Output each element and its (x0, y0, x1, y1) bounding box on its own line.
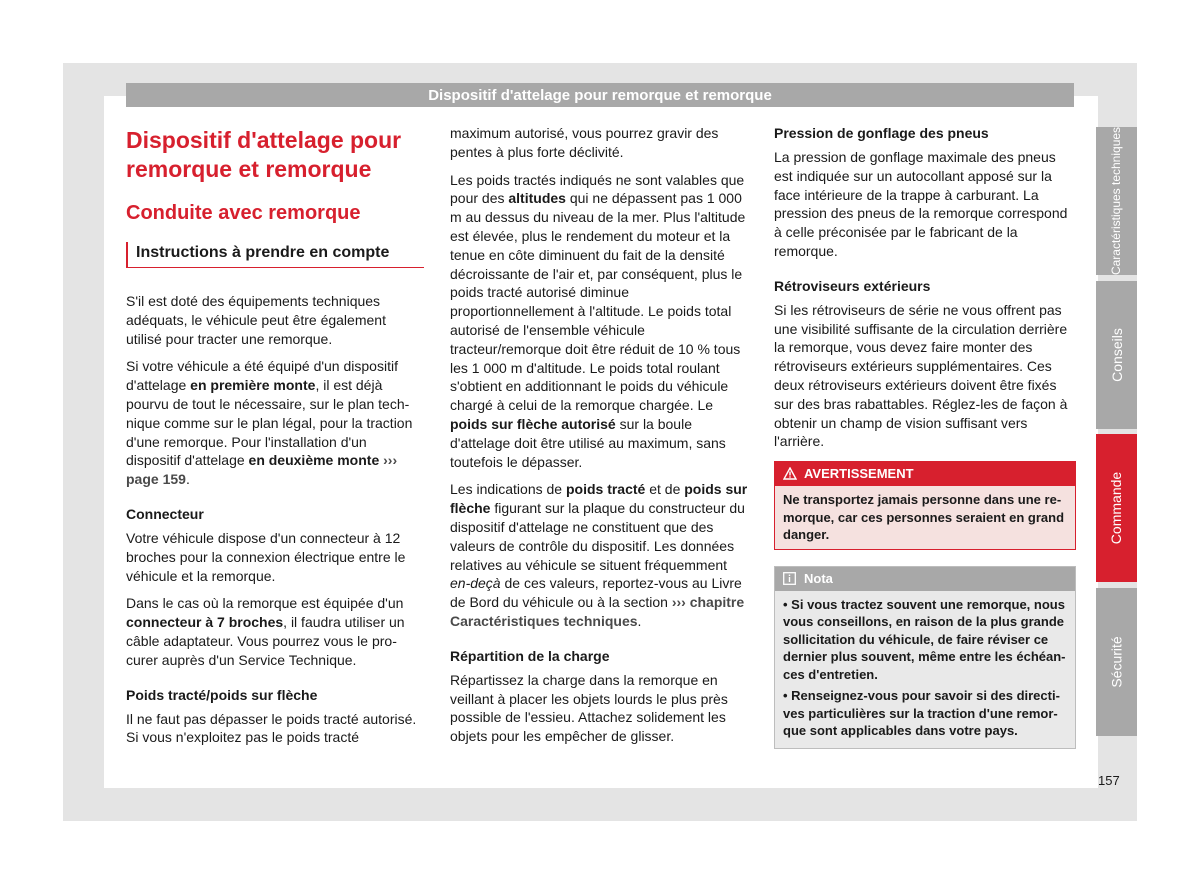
warning-header: AVERTISSEMENT (775, 462, 1075, 486)
subsection-heading: Instructions à prendre en compte (126, 242, 424, 268)
chapter-title: Dispositif d'attelage pour remorque et remorque (126, 127, 402, 182)
paragraph: Dans le cas où la remorque est équipée d'un connecteur à 7 broches, il faudra utiliser un câble adaptateur. Vous pourrez vous le procurer auprès d'un Service Technique. (126, 595, 405, 668)
column-2 (450, 124, 748, 755)
warning-triangle-icon (783, 464, 796, 477)
paragraph: Votre véhicule dispose d'un connecteur à 12 broches pour la connexion électrique entre le véhicule et la remorque. (126, 529, 406, 584)
note-header: Nota (775, 567, 1075, 591)
column-3 (774, 124, 1076, 749)
column-1 (126, 124, 424, 756)
note-body (775, 591, 1075, 748)
heading-weight: Poids tracté/poids sur flèche (126, 686, 318, 703)
side-tab-securite[interactable]: Sécurité (1096, 588, 1137, 736)
section-title: Conduite avec remorque (126, 202, 361, 224)
paragraph: Si les rétroviseurs de série ne vous offrent pas une visibilité suffisante de la circulation derrière la remorque, vous devez faire monter des rétroviseurs extérieurs supplémentaires. Ces deux rétroviseurs extérieurs doivent être fixés sur des bras rabattables. Réglez-les de façon à obtenir un champ de vision suffisant vers l'arrière. (774, 301, 1068, 450)
side-tab-caracteristiques[interactable]: Caractéristiques techniques (1096, 127, 1137, 275)
side-tab-conseils[interactable]: Conseils (1096, 281, 1137, 429)
paragraph: Si votre véhicule a été équipé d'un dispositif d'attelage en première monte, il est déjà pourvu de tout le nécessaire, sur le plan technique comme sur le plan légal, pour la traction d'une remorque. Pour l'installation d'un dispositif d'attelage en deuxième monte ››› page 159. (126, 358, 413, 488)
note-box (774, 566, 1076, 749)
page-number: 157 (1098, 773, 1120, 788)
paragraph: La pression de gonflage maximale des pneus est indiquée sur un autocollant apposé sur la face intérieure de la trappe à carburant. La pression des pneus de la remorque correspond à celle préconisée par le fabricant de la remorque. (774, 149, 1068, 259)
chapter-link[interactable]: ››› chapitre Caractéristiques techniques (450, 594, 745, 629)
note-item: • Si vous tractez souvent une remorque, nous vous conseillons, en raison de la plus grande sollicitation du véhicule, de faire réviser ce dernier plus souvent, même entre les échéances d'entretien. (783, 596, 1066, 682)
paragraph: Les poids tractés indiqués ne sont valables que pour des altitudes qui ne dépassent pas 1 000 m au dessus du niveau de la mer. Plus l'altitude est élevée, plus le rendement du moteur et la tenue en côte diminuent du fait de la densité décroissante de l'air et, par conséquent, plus le poids tracté autorisé diminue proportionnellement à l'altitude. Le poids total autorisé de l'ensemble véhicule tracteur/remorque doit être réduit de 10 % tous les 1 000 m d'altitude. Le poids total roulant s'obtient en additionnant le poids du véhicule chargé à celui de la remorque chargée. Le poids sur flèche autorisé sur la boule d'attelage doit être utilisé au maximum, sans toutefois le dépasser. (450, 171, 746, 470)
paragraph: maximum autorisé, vous pourrez gravir des pentes à plus forte déclivité. (450, 125, 719, 160)
paragraph: Les indications de poids tracté et de poids sur flèche figurant sur la plaque du constructeur du dispositif d'attelage ne constituent que des valeurs de contrôle du dispositif. Les données relatives au véhicule se situent fréquemment en-deçà de ces valeurs, reportez-vous au Livre de Bord du véhicule ou à la section ››› chapitre Caractéristiques techniques. (450, 481, 748, 629)
running-header: Dispositif d'attelage pour remorque et remorque (126, 83, 1074, 107)
side-tab-commande[interactable]: Commande (1096, 434, 1137, 582)
paragraph: Répartissez la charge dans la remorque en veillant à placer les objets lourds le plus près possible de l'essieu. Attachez solidement les objets pour les empêcher de glisser. (450, 671, 728, 745)
warning-text: Ne transportez jamais personne dans une remorque, car ces personnes seraient en grand danger. (783, 492, 1065, 543)
heading-mirrors: Rétroviseurs extérieurs (774, 277, 931, 294)
page-link[interactable]: ››› page 159 (126, 452, 398, 488)
warning-box (774, 461, 1076, 550)
paragraph: Il ne faut pas dépasser le poids tracté autorisé. Si vous n'exploitez pas le poids tracté (126, 710, 417, 746)
note-item: • Renseignez-vous pour savoir si des directives particulières sur la traction d'une remorque sont applicables dans votre pays. (783, 688, 1060, 739)
heading-connector: Connecteur (126, 505, 204, 522)
heading-load: Répartition de la charge (450, 647, 610, 664)
heading-pressure: Pression de gonflage des pneus (774, 125, 989, 141)
paragraph: S'il est doté des équipements techniques adéquats, le véhicule peut être également utilisé pour tracter une remorque. (126, 293, 386, 347)
info-icon (783, 569, 796, 582)
